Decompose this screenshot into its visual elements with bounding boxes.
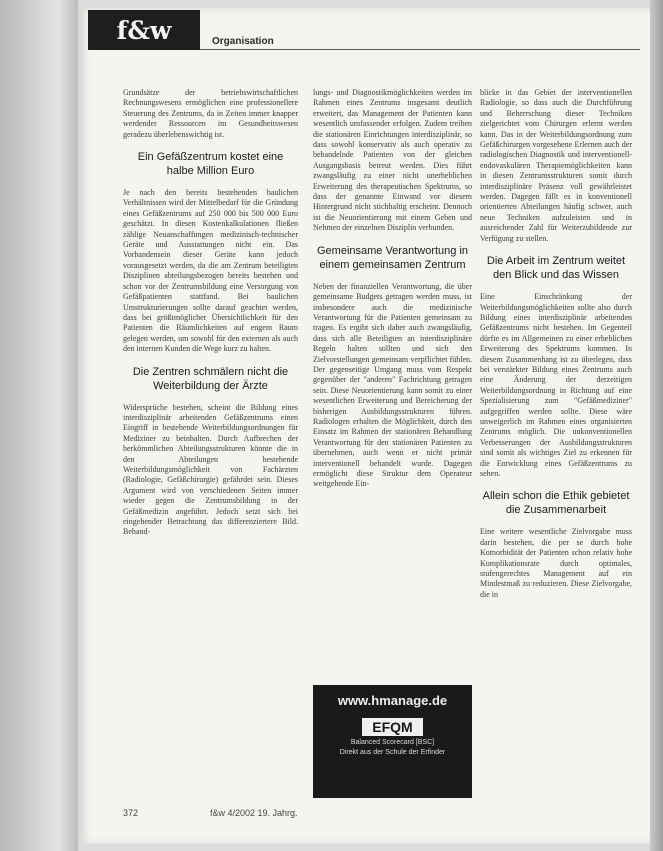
book-right-edge [650,0,663,851]
column-3 [480,88,632,602]
paragraph: Eine weitere wesentliche Zielvorgabe muss darin bestehen, die per se durch hohe Komorbidität der Patienten schon relativ hohe Komplikationsrate durch optimales, stufengerechtes Management auf ein Mindestmaß zu reduzieren. Diese Zielvorgabe, die in [480,527,632,599]
journal-logo: f&w [88,10,200,50]
paragraph: lungs- und Diagnostikmöglichkeiten werden im Rahmen eines Zentrums insgesamt deutlich erweitert, das Management der Patienten kann wesentlich umfassender erfolgen. Zudem treiben die stationären Einrichtungen interdisziplinär, so dass sowohl konservativ als auch operativ zu behandelnde Patienten von der gleichen Ausgangsbasis betreut werden. Dies führt zwangsläufig zu einer nicht unerheblichen Erweiterung des therapeutischen Spektrums, so dass der genannte Einwand vor diesem Hintergrund nicht stichhaltig erscheint. Dennoch ist die Neuorientierung mit einem Geben und Nehmen der einzelnen Disziplin verbunden. [313,88,472,233]
page-number: 372 [123,808,139,818]
journal-reference: f&w 4/2002 19. Jahrg. [210,808,298,818]
paragraph: Neben der finanziellen Verantwortung, die über gemeinsame Budgets getragen werden muss, ist insbesondere auch die medizinische Verantwortung für die Patienten gemeinsam zu tragen. Es ergibt sich daher auch zwangsläufig, dass sich alle Beteiligten an interdisziplinäre Regeln halten sollten und sich den Zielvorstellungen gemeinsam verpflichtet fühlen. Der gegenseitige Umgang muss vom Respekt gegenüber der "anderen" Fachrichtung getragen sein. Diese Neuorientierung kann somit zu einer wesentlichen Erweiterung und Bereicherung der bisherigen Ausbildungsstrukturen führen. Radiologen erhalten die Möglichkeit, durch den Einsatz im Rahmen der stationären Behandlung Verantwortung für den stationären Patienten zu übernehmen, auch wenn er nicht primär interventionell behandelt wurde. Dagegen ermöglicht diese Struktur dem Operateur weitgehende Ein- [313,281,472,489]
paragraph: blicke in das Gebiet der interventionellen Radiologie, so dass auch die Durchführung und Beherrschung dieser Techniken zielgerichtet vom Chirurgen erlernt werden kann. Das in der Weiterbildungsordnung zum Gefäßchirurgen vorgesehene Erlernen auch der radiologischen Diagnostik und interventionell-endovaskulären Therapiemöglichkeiten kann in diesen Zentrumsstrukturen somit durch interdisziplinäre Präsenz voll gewährleistet werden. Dagegen fällt es in konventionell orientierten Abteilungen häufig schwer, auch neue Techniken aufzuleisten und in ausreichender Zahl für Weiterzubildende zur Verfügung zu stellen. [480,88,632,243]
subheading: Die Arbeit im Zentrum weitet den Blick und das Wissen [486,255,626,282]
subheading: Die Zentren schmälern nicht die Weiterbildung der Ärzte [132,365,289,392]
paragraph: Je nach den bereits bestehenden baulichen Verhältnissen wird der Mittelbedarf für die Gründung eines Gefäßzentrums auf 250 000 bis 500 000 Euro geschätzt. In diesen Kostenkalkulationen fließen zählige Neuanschaffungen medizinisch-technischer Geräte und Ausstattungen nicht ein. Das Vorhandensein dieser Geräte kann jedoch vorausgesetzt werden, da die am Zentrum beteiligten Disziplinen abteilungsbezogen bereits bestehen und schon vor der Zentrumsbildung eine Versorgung von Gefäßpatienten stattfand. Bei baulichen Umstrukturierungen sollte darauf geachtet werden, dass bei größtmöglicher Übersichtlichkeit für den Patienten die Räumlichkeiten auf engem Raum gelegen werden, um sowohl für den externen als auch den internen Kunden die Wege kurz zu halten. [123,188,298,354]
ad-url: www.hmanage.de [337,693,448,708]
advertisement [313,685,472,798]
paragraph: Eine Einschränkung der Weiterbildungsmöglichkeiten sollte also durch Bildung eines interdisziplinär arbeitenden Gefäßzentrums nicht bestehen. Im Gegenteil dürfte es im Allgemeinen zu einer erheblichen Erweiterung des Spektrums kommen. In diesem Zusammenhang ist zu überlegen, dass bei verstärkter Bildung eines Zentrums auch eine Änderung der derzeitigen Weiterbildungsordnung in Richtung auf eine Spezialisierung zum "Gefäßmediziner" aufgegriffen werden sollte. Diese wäre unweigerlich im Rahmen eines organisierten Zentrums möglich. Die unkonventionellen Verbesserungen der Ausbildungsstrukturen sind somit als wichtiges Ziel zu erkennen für die Entwicklung eines Gefäßzentrums zu sehen. [480,292,632,478]
ad-line: Balanced Scorecard [BSC] [350,739,435,746]
paragraph: Widersprüche bestehen, scheint die Bildung eines interdisziplinär arbeitenden Gefäßzentrums einen Eingriff in bestehende Weiterbildungsordnungen für Mediziner zu beinhalten. Durch Aufbrechen der herkömmlichen Abteilungsstrukturen könnte die in den Abteilungen bestehende Weiterbildungsmöglichkeit von Fachärzten (Radiologie, Gefäßchirurgie) gefährdet sein. Dieses Argument wird von verschiedenen Seiten immer wieder gegen die Zentrumsbildung in der Gefäßmedizin angeführt. Jedoch setzt sich bei eingehender Betrachtung das differenziertere Bild. Behand- [123,402,298,537]
column-2 [313,88,472,492]
header-rule [200,49,640,50]
book-left-pages [0,0,78,851]
efqm-logo: EFQM [362,718,422,736]
subheading: Allein schon die Ethik gebietet die Zusammenarbeit [482,490,630,517]
paragraph: Grundsätze der betriebswirtschaftlichen Rechnungswesens ermöglichen eine professionellere Steuerung des Zentrums, da in Zeiten immer knapper werdender Ressourcen im Gesundheitswesen geradezu überlebenswichtig ist. [123,88,298,139]
column-1 [123,88,298,540]
subheading: Gemeinsame Verantwortung in einem gemeinsamen Zentrum [316,244,469,271]
section-label: Organisation [212,36,274,47]
ad-line: Direkt aus der Schule der Erfinder [339,749,446,756]
subheading: Ein Gefäßzentrum kostet eine halbe Million Euro [137,151,284,178]
